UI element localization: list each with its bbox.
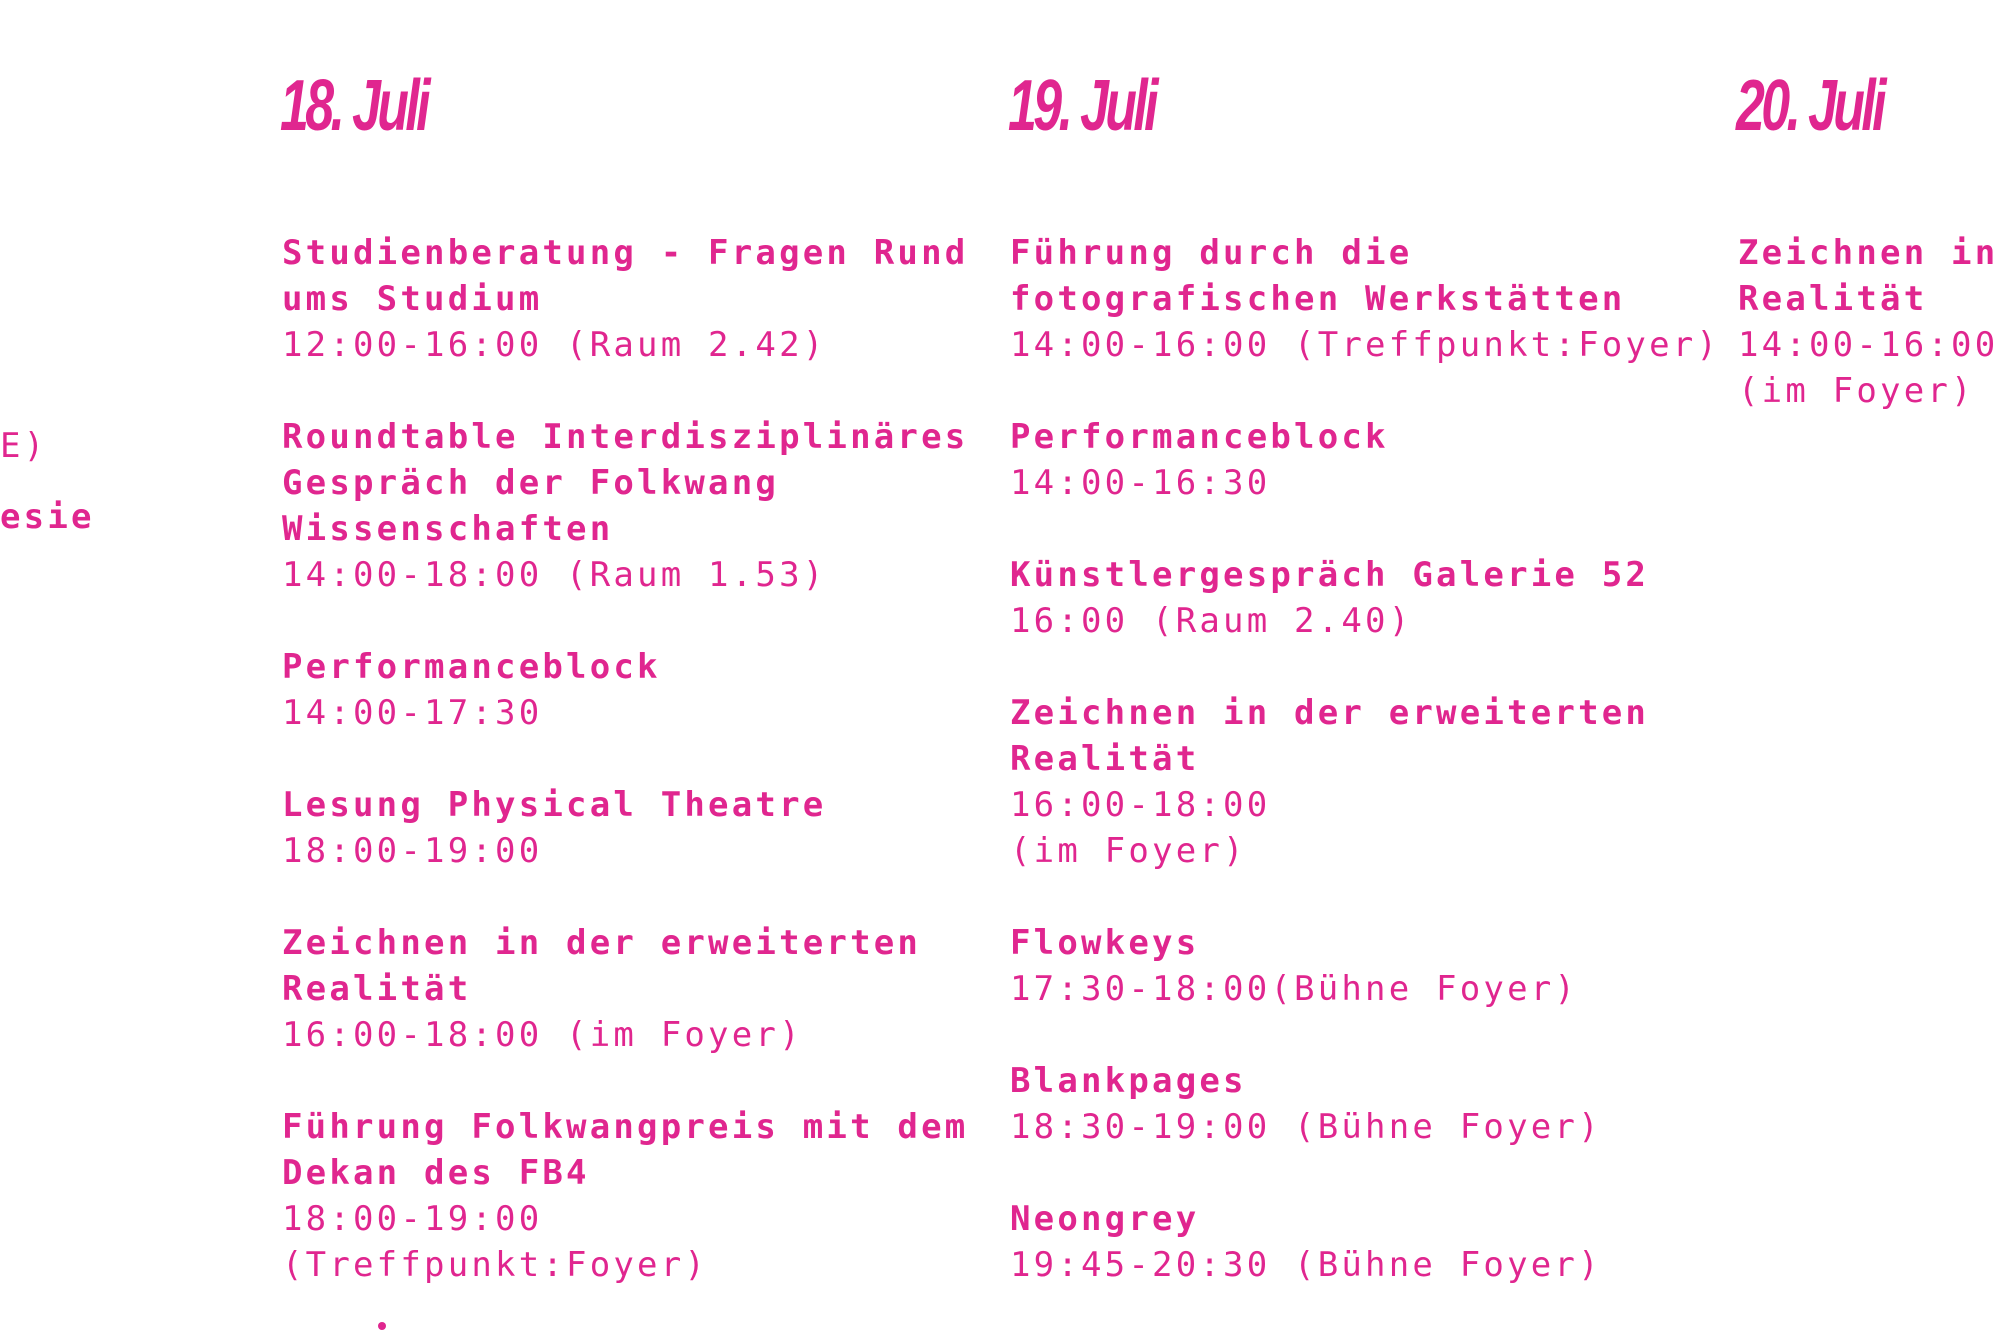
event-title: Wissenschaften bbox=[282, 509, 614, 549]
event-item bbox=[282, 1104, 968, 1288]
event-item bbox=[282, 920, 968, 1058]
event-title: Lesung Physical Theatre bbox=[282, 785, 827, 825]
event-title: Führung durch die bbox=[1010, 233, 1413, 273]
event-title: Performanceblock bbox=[1010, 417, 1389, 457]
event-title: Zeichnen in der erweiterten bbox=[282, 923, 922, 963]
event-time-location: 14:00-18:00 (Raum 1.53) bbox=[282, 555, 827, 595]
event-time-location: (im Foyer) bbox=[1738, 371, 1975, 411]
event-title: Blankpages bbox=[1010, 1061, 1247, 1101]
event-time-location: 14:00-16:00 bbox=[1738, 325, 1999, 365]
event-title: Realität bbox=[1738, 279, 1928, 319]
event-title: fotografischen Werkstätten bbox=[1010, 279, 1626, 319]
event-time-location: 18:00-19:00 bbox=[282, 1199, 543, 1239]
event-item bbox=[282, 782, 968, 874]
event-item bbox=[282, 644, 968, 736]
event-title: Flowkeys bbox=[1010, 923, 1200, 963]
event-item bbox=[1010, 414, 1720, 506]
event-title: Neongrey bbox=[1010, 1199, 1200, 1239]
event-title: Roundtable Interdisziplinäres bbox=[282, 417, 969, 457]
decorative-dot bbox=[378, 1322, 386, 1330]
event-item bbox=[282, 414, 968, 598]
event-item bbox=[1010, 230, 1720, 368]
event-item bbox=[1010, 920, 1720, 1012]
day-title: 18. Juli bbox=[280, 66, 427, 146]
event-title: Zeichnen in der erweiterten bbox=[1010, 693, 1650, 733]
event-list bbox=[1010, 230, 1720, 1334]
event-item bbox=[1010, 552, 1720, 644]
event-item bbox=[1010, 690, 1720, 874]
day-title: 20. Juli bbox=[1736, 66, 1883, 146]
event-title: Realität bbox=[282, 969, 472, 1009]
event-time-location: 14:00-16:30 bbox=[1010, 463, 1271, 503]
event-list bbox=[282, 230, 968, 1334]
event-item bbox=[1010, 1058, 1720, 1150]
event-title: Dekan des FB4 bbox=[282, 1153, 590, 1193]
event-item bbox=[282, 230, 968, 368]
event-item bbox=[1010, 1196, 1720, 1288]
event-title: Zeichnen in bbox=[1738, 233, 1999, 273]
event-title: Studienberatung - Fragen Rund bbox=[282, 233, 969, 273]
event-title: Performanceblock bbox=[282, 647, 661, 687]
event-title: Realität bbox=[1010, 739, 1200, 779]
event-time-location: 14:00-16:00 (Treffpunkt:Foyer) bbox=[1010, 325, 1721, 365]
event-title: Führung Folkwangpreis mit dem bbox=[282, 1107, 969, 1147]
event-title: Künstlergespräch Galerie 52 bbox=[1010, 555, 1650, 595]
day-title: 19. Juli bbox=[1008, 66, 1155, 146]
event-time-location: 14:00-17:30 bbox=[282, 693, 543, 733]
event-time-location: 16:00-18:00 bbox=[1010, 785, 1271, 825]
event-time-location: 17:30-18:00(Bühne Foyer) bbox=[1010, 969, 1579, 1009]
event-list bbox=[1738, 230, 1998, 460]
event-time-location: (Treffpunkt:Foyer) bbox=[282, 1245, 709, 1285]
event-time-location: 19:45-20:30 (Bühne Foyer) bbox=[1010, 1245, 1602, 1285]
event-time-location: 16:00 (Raum 2.40) bbox=[1010, 601, 1413, 641]
event-time-location: 18:00-19:00 bbox=[282, 831, 543, 871]
event-item bbox=[1738, 230, 1998, 414]
cut-off-text-fragment: esie bbox=[0, 497, 95, 537]
cut-off-text-fragment: E) bbox=[0, 426, 48, 466]
event-time-location: 12:00-16:00 (Raum 2.42) bbox=[282, 325, 827, 365]
event-time-location: 18:30-19:00 (Bühne Foyer) bbox=[1010, 1107, 1602, 1147]
event-title: Gespräch der Folkwang bbox=[282, 463, 780, 503]
event-time-location: (im Foyer) bbox=[1010, 831, 1247, 871]
event-time-location: 16:00-18:00 (im Foyer) bbox=[282, 1015, 803, 1055]
event-title: ums Studium bbox=[282, 279, 543, 319]
